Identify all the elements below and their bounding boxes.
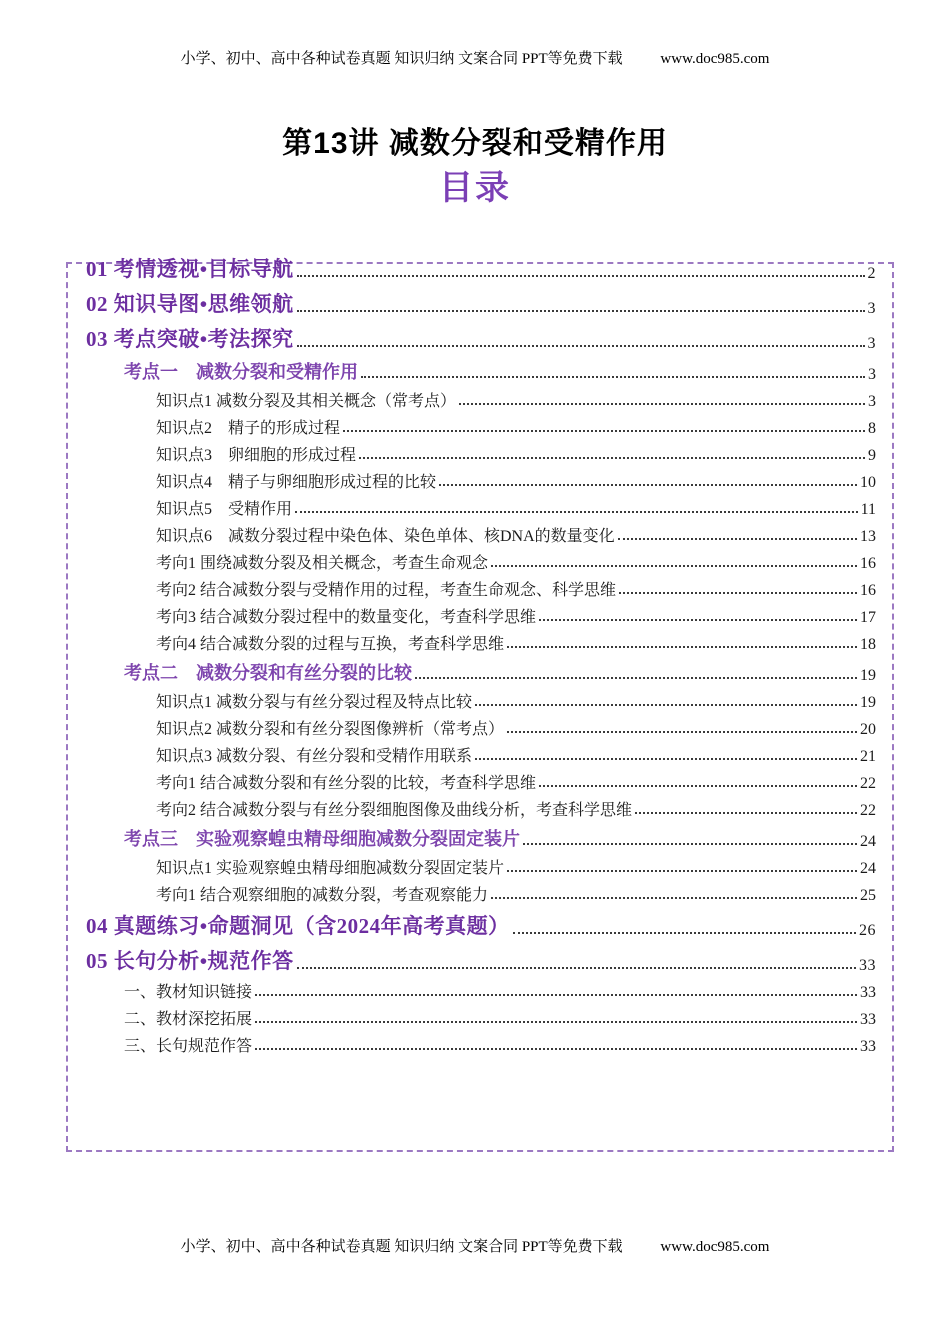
toc-item-label: 知识点3 减数分裂、有丝分裂和受精作用联系 xyxy=(156,748,473,765)
dot-leader xyxy=(513,932,856,934)
toc-page-number: 24 xyxy=(860,860,876,877)
toc-item[interactable] xyxy=(86,600,876,627)
toc-page-number: 3 xyxy=(868,366,876,383)
dot-leader xyxy=(255,994,857,996)
toc-item[interactable] xyxy=(86,905,876,940)
toc-item-label: 02 知识导图•思维领航 xyxy=(86,292,294,316)
toc-item[interactable] xyxy=(86,283,876,318)
toc-page-number: 33 xyxy=(860,1038,876,1055)
toc-item-label: 知识点4 精子与卵细胞形成过程的比较 xyxy=(156,474,437,491)
toc-page-number: 13 xyxy=(860,528,876,545)
toc-page-number: 19 xyxy=(860,694,876,711)
dot-leader xyxy=(255,1021,857,1023)
toc-item-label: 知识点1 实验观察蝗虫精母细胞减数分裂固定装片 xyxy=(156,860,505,877)
dot-leader xyxy=(507,646,857,648)
page-footer xyxy=(0,1235,950,1256)
toc-page-number: 2 xyxy=(867,265,876,282)
toc-item-label: 知识点2 精子的形成过程 xyxy=(156,420,341,437)
toc-item[interactable] xyxy=(86,438,876,465)
dot-leader xyxy=(361,376,865,378)
toc-item[interactable] xyxy=(86,627,876,654)
dot-leader xyxy=(491,897,857,899)
toc-item-label: 考点一 减数分裂和受精作用 xyxy=(124,362,358,382)
toc-page-number: 16 xyxy=(860,582,876,599)
toc-item-label: 04 真题练习•命题洞见（含2024年高考真题） xyxy=(86,914,510,938)
toc-item[interactable] xyxy=(86,573,876,600)
dot-leader xyxy=(295,511,858,513)
toc-page-number: 8 xyxy=(868,420,876,437)
toc-page-number: 16 xyxy=(860,555,876,572)
toc-page-number: 26 xyxy=(859,922,876,939)
dot-leader xyxy=(439,484,857,486)
toc-item-label: 考向1 结合减数分裂和有丝分裂的比较，考查科学思维 xyxy=(156,775,537,792)
toc-page-number: 3 xyxy=(867,300,876,317)
toc-item[interactable] xyxy=(86,739,876,766)
dot-leader xyxy=(297,967,856,969)
dot-leader xyxy=(491,565,857,567)
toc-item[interactable] xyxy=(86,411,876,438)
toc-item-label: 考点三 实验观察蝗虫精母细胞减数分裂固定装片 xyxy=(124,829,520,849)
dot-leader xyxy=(297,275,865,277)
toc-page-number: 3 xyxy=(867,335,876,352)
page-header xyxy=(0,47,950,68)
dot-leader xyxy=(507,731,857,733)
toc-item[interactable] xyxy=(86,975,876,1002)
toc-item[interactable] xyxy=(86,353,876,384)
toc-item-label: 考向2 结合减数分裂与有丝分裂细胞图像及曲线分析，考查科学思维 xyxy=(156,802,633,819)
footer-site-url[interactable]: www.doc985.com xyxy=(660,1239,770,1255)
dot-leader xyxy=(619,592,857,594)
toc-item[interactable] xyxy=(86,519,876,546)
toc-page-number: 20 xyxy=(860,721,876,738)
dot-leader xyxy=(415,677,857,679)
footer-promo-text: 小学、初中、高中各种试卷真题 知识归纳 文案合同 PPT等免费下载 xyxy=(180,1239,623,1255)
toc-item-label: 考向1 围绕减数分裂及相关概念，考查生命观念 xyxy=(156,555,489,572)
toc-item-label: 考向2 结合减数分裂与受精作用的过程，考查生命观念、科学思维 xyxy=(156,582,617,599)
toc-item-label: 二、教材深挖拓展 xyxy=(124,1011,253,1028)
dot-leader xyxy=(539,619,857,621)
toc-item[interactable] xyxy=(86,1029,876,1056)
toc-page-number: 33 xyxy=(859,957,876,974)
toc-item[interactable] xyxy=(86,685,876,712)
toc-heading: 目录 xyxy=(439,169,511,207)
toc-item-label: 知识点3 卵细胞的形成过程 xyxy=(156,447,357,464)
toc-page-number: 17 xyxy=(860,609,876,626)
dot-leader xyxy=(475,758,857,760)
dot-leader xyxy=(523,843,857,845)
toc-item[interactable] xyxy=(86,793,876,820)
toc-item-label: 知识点1 减数分裂与有丝分裂过程及特点比较 xyxy=(156,694,473,711)
toc-page-number: 19 xyxy=(860,667,876,684)
toc-page-number: 21 xyxy=(860,748,876,765)
toc-item-label: 考向3 结合减数分裂过程中的数量变化，考查科学思维 xyxy=(156,609,537,626)
dot-leader xyxy=(343,430,865,432)
toc-item[interactable] xyxy=(86,492,876,519)
toc-page-number: 33 xyxy=(860,984,876,1001)
toc-page-number: 9 xyxy=(868,447,876,464)
toc-item-label: 知识点1 减数分裂及其相关概念（常考点） xyxy=(156,393,457,410)
dot-leader xyxy=(255,1048,857,1050)
toc-item[interactable] xyxy=(86,940,876,975)
toc-page-number: 11 xyxy=(860,501,876,518)
toc-page-number: 22 xyxy=(860,802,876,819)
toc-item-label: 03 考点突破•考法探究 xyxy=(86,327,294,351)
toc-item[interactable] xyxy=(86,820,876,851)
toc-item[interactable] xyxy=(86,654,876,685)
dot-leader xyxy=(635,812,857,814)
toc-page-number: 18 xyxy=(860,636,876,653)
toc-page-number: 24 xyxy=(860,833,876,850)
toc-item[interactable] xyxy=(86,384,876,411)
toc-page-number: 25 xyxy=(860,887,876,904)
toc-item[interactable] xyxy=(86,766,876,793)
toc-item[interactable] xyxy=(86,465,876,492)
toc-box xyxy=(66,257,894,1152)
toc-item[interactable] xyxy=(86,248,876,283)
dot-leader xyxy=(459,403,865,405)
toc-item[interactable] xyxy=(86,318,876,353)
toc-item[interactable] xyxy=(86,878,876,905)
toc-item-label: 知识点5 受精作用 xyxy=(156,501,293,518)
toc-item-label: 考点二 减数分裂和有丝分裂的比较 xyxy=(124,663,412,683)
toc-item-label: 知识点2 减数分裂和有丝分裂图像辨析（常考点） xyxy=(156,721,505,738)
toc-page-number: 33 xyxy=(860,1011,876,1028)
header-site-url[interactable]: www.doc985.com xyxy=(660,51,770,67)
toc-item-label: 考向4 结合减数分裂的过程与互换，考查科学思维 xyxy=(156,636,505,653)
dot-leader xyxy=(297,345,865,347)
toc-item[interactable] xyxy=(86,1002,876,1029)
dot-leader xyxy=(475,704,857,706)
header-promo-text: 小学、初中、高中各种试卷真题 知识归纳 文案合同 PPT等免费下载 xyxy=(180,51,623,67)
dot-leader xyxy=(359,457,865,459)
toc-item[interactable] xyxy=(86,712,876,739)
toc-item[interactable] xyxy=(86,546,876,573)
toc-item-label: 考向1 结合观察细胞的减数分裂，考查观察能力 xyxy=(156,887,489,904)
dot-leader xyxy=(539,785,857,787)
dot-leader xyxy=(618,538,857,540)
toc-page-number: 10 xyxy=(860,474,876,491)
toc-item-label: 05 长句分析•规范作答 xyxy=(86,949,294,973)
dot-leader xyxy=(507,870,857,872)
toc-item-label: 三、长句规范作答 xyxy=(124,1038,253,1055)
toc-page-number: 3 xyxy=(868,393,876,410)
toc-item-label: 01 考情透视•目标导航 xyxy=(86,257,294,281)
toc-item-label: 知识点6 减数分裂过程中染色体、染色单体、核DNA的数量变化 xyxy=(156,528,615,545)
toc-item[interactable] xyxy=(86,851,876,878)
toc-page-number: 22 xyxy=(860,775,876,792)
dot-leader xyxy=(297,310,865,312)
page-title: 第13讲 减数分裂和受精作用 xyxy=(282,127,668,160)
toc-item-label: 一、教材知识链接 xyxy=(124,984,253,1001)
